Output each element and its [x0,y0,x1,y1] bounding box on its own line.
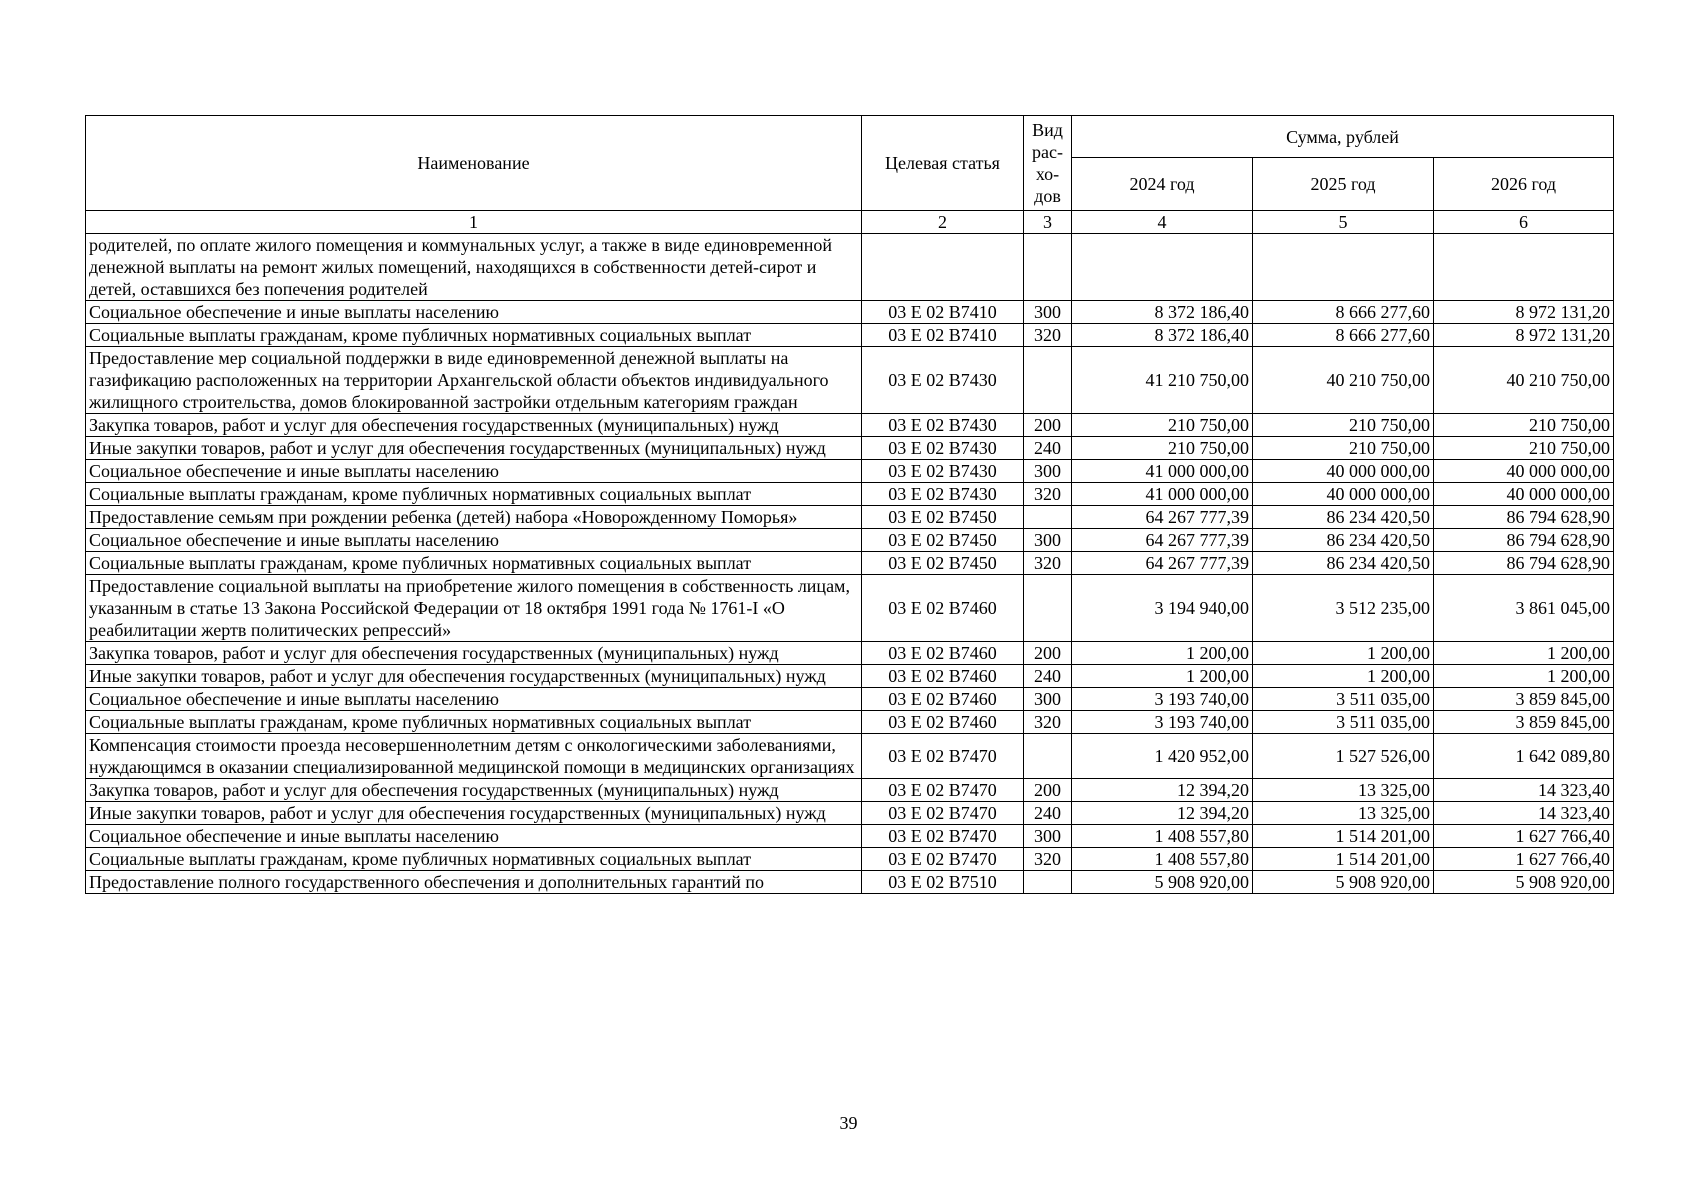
cell-expense-type [1024,871,1072,894]
cell-target-article: 03 Е 02 В7460 [862,665,1024,688]
cell-expense-type: 240 [1024,665,1072,688]
cell-name: Иные закупки товаров, работ и услуг для обеспечения государственных (муниципальных) нужд [86,665,862,688]
cell-amount-2025: 13 325,00 [1253,779,1434,802]
header-expense-type: Вид рас-хо-дов [1024,116,1072,211]
cell-expense-type: 300 [1024,825,1072,848]
cell-amount-2024: 41 000 000,00 [1072,460,1253,483]
cell-expense-type [1024,234,1072,301]
cell-name: Социальное обеспечение и иные выплаты населению [86,825,862,848]
table-row [86,506,1614,529]
cell-amount-2026: 3 859 845,00 [1434,711,1614,734]
table-row [86,529,1614,552]
cell-amount-2024: 8 372 186,40 [1072,324,1253,347]
table-row [86,483,1614,506]
cell-target-article: 03 Е 02 В7430 [862,460,1024,483]
cell-amount-2026: 210 750,00 [1434,437,1614,460]
cell-amount-2025: 3 511 035,00 [1253,711,1434,734]
table-body [86,234,1614,894]
cell-amount-2026: 3 859 845,00 [1434,688,1614,711]
cell-name: Предоставление семьям при рождении ребенка (детей) набора «Новорожденному Поморья» [86,506,862,529]
cell-expense-type: 300 [1024,688,1072,711]
table-row [86,460,1614,483]
cell-expense-type: 300 [1024,460,1072,483]
cell-amount-2024: 1 420 952,00 [1072,734,1253,779]
cell-target-article: 03 Е 02 В7430 [862,414,1024,437]
cell-target-article: 03 Е 02 В7410 [862,324,1024,347]
cell-name: Предоставление мер социальной поддержки в виде единовременной денежной выплаты на газификацию расположенных на территории Архангельской области объектов индивидуального жилищного строительства, домов блокированной застройки отдельным категориям граждан [86,347,862,414]
table-row [86,552,1614,575]
cell-amount-2024: 3 194 940,00 [1072,575,1253,642]
cell-amount-2024: 12 394,20 [1072,779,1253,802]
header-year-2025: 2025 год [1253,158,1434,211]
table-row [86,324,1614,347]
cell-name: родителей, по оплате жилого помещения и коммунальных услуг, а также в виде единовременной денежной выплаты на ремонт жилых помещений, находящихся в собственности детей-сирот и детей, оставшихся без попечения родителей [86,234,862,301]
cell-amount-2026: 1 200,00 [1434,642,1614,665]
cell-amount-2024: 41 210 750,00 [1072,347,1253,414]
column-number: 3 [1024,211,1072,234]
cell-amount-2024: 1 200,00 [1072,642,1253,665]
cell-expense-type [1024,347,1072,414]
cell-target-article: 03 Е 02 В7430 [862,347,1024,414]
cell-amount-2025: 40 210 750,00 [1253,347,1434,414]
cell-amount-2025: 1 200,00 [1253,665,1434,688]
table-row [86,802,1614,825]
table-row [86,848,1614,871]
cell-expense-type: 240 [1024,437,1072,460]
cell-target-article: 03 Е 02 В7450 [862,529,1024,552]
cell-amount-2024: 1 408 557,80 [1072,825,1253,848]
cell-amount-2025: 8 666 277,60 [1253,324,1434,347]
cell-target-article: 03 Е 02 В7450 [862,552,1024,575]
cell-amount-2025: 210 750,00 [1253,437,1434,460]
cell-name: Социальное обеспечение и иные выплаты населению [86,529,862,552]
header-year-2024: 2024 год [1072,158,1253,211]
table-row [86,665,1614,688]
cell-amount-2026: 14 323,40 [1434,779,1614,802]
cell-name: Иные закупки товаров, работ и услуг для обеспечения государственных (муниципальных) нужд [86,437,862,460]
cell-target-article: 03 Е 02 В7460 [862,711,1024,734]
table-row [86,825,1614,848]
cell-amount-2025: 210 750,00 [1253,414,1434,437]
cell-name: Социальное обеспечение и иные выплаты населению [86,460,862,483]
table-header [86,116,1614,234]
cell-amount-2025: 3 512 235,00 [1253,575,1434,642]
cell-name: Закупка товаров, работ и услуг для обеспечения государственных (муниципальных) нужд [86,779,862,802]
cell-name: Закупка товаров, работ и услуг для обеспечения государственных (муниципальных) нужд [86,642,862,665]
cell-expense-type: 200 [1024,642,1072,665]
cell-target-article: 03 Е 02 В7450 [862,506,1024,529]
cell-amount-2024: 41 000 000,00 [1072,483,1253,506]
cell-expense-type: 320 [1024,711,1072,734]
table-row [86,642,1614,665]
table-row [86,779,1614,802]
cell-amount-2026: 86 794 628,90 [1434,529,1614,552]
table-row [86,711,1614,734]
cell-name: Предоставление полного государственного обеспечения и дополнительных гарантий по [86,871,862,894]
cell-expense-type: 200 [1024,414,1072,437]
cell-amount-2025: 86 234 420,50 [1253,552,1434,575]
cell-name: Предоставление социальной выплаты на приобретение жилого помещения в собственность лицам, указанным в статье 13 Закона Российской Федерации от 18 октября 1991 года № 1761-I «О реабилитации жертв политических репрессий» [86,575,862,642]
cell-target-article: 03 Е 02 В7470 [862,825,1024,848]
cell-target-article: 03 Е 02 В7430 [862,437,1024,460]
budget-table [85,115,1614,894]
table-row [86,414,1614,437]
cell-amount-2026: 5 908 920,00 [1434,871,1614,894]
cell-amount-2026: 86 794 628,90 [1434,506,1614,529]
cell-target-article: 03 Е 02 В7430 [862,483,1024,506]
cell-amount-2026: 40 210 750,00 [1434,347,1614,414]
column-number-row [86,211,1614,234]
cell-amount-2024: 1 408 557,80 [1072,848,1253,871]
table-row [86,234,1614,301]
cell-expense-type: 320 [1024,324,1072,347]
cell-amount-2026: 8 972 131,20 [1434,301,1614,324]
cell-name: Компенсация стоимости проезда несовершеннолетним детям с онкологическими заболеваниями, нуждающимся в оказании специализированной медицинской помощи в медицинских организациях [86,734,862,779]
cell-name: Социальные выплаты гражданам, кроме публичных нормативных социальных выплат [86,711,862,734]
cell-name: Социальные выплаты гражданам, кроме публичных нормативных социальных выплат [86,848,862,871]
cell-amount-2024: 12 394,20 [1072,802,1253,825]
cell-amount-2024: 3 193 740,00 [1072,688,1253,711]
header-name: Наименование [86,116,862,211]
cell-amount-2026: 40 000 000,00 [1434,460,1614,483]
cell-amount-2026 [1434,234,1614,301]
header-sum: Сумма, рублей [1072,116,1614,158]
cell-target-article [862,234,1024,301]
cell-amount-2024 [1072,234,1253,301]
cell-target-article: 03 Е 02 В7470 [862,848,1024,871]
cell-amount-2024: 64 267 777,39 [1072,552,1253,575]
cell-target-article: 03 Е 02 В7460 [862,688,1024,711]
cell-amount-2025: 86 234 420,50 [1253,506,1434,529]
header-target-article: Целевая статья [862,116,1024,211]
cell-amount-2026: 40 000 000,00 [1434,483,1614,506]
cell-amount-2025 [1253,234,1434,301]
cell-expense-type: 320 [1024,483,1072,506]
cell-target-article: 03 Е 02 В7460 [862,575,1024,642]
cell-amount-2025: 40 000 000,00 [1253,460,1434,483]
cell-name: Социальное обеспечение и иные выплаты населению [86,301,862,324]
cell-expense-type: 240 [1024,802,1072,825]
cell-amount-2026: 14 323,40 [1434,802,1614,825]
cell-amount-2026: 86 794 628,90 [1434,552,1614,575]
cell-target-article: 03 Е 02 В7510 [862,871,1024,894]
cell-name: Социальные выплаты гражданам, кроме публичных нормативных социальных выплат [86,483,862,506]
cell-amount-2026: 1 200,00 [1434,665,1614,688]
cell-name: Социальные выплаты гражданам, кроме публичных нормативных социальных выплат [86,324,862,347]
cell-amount-2026: 210 750,00 [1434,414,1614,437]
column-number: 1 [86,211,862,234]
cell-expense-type: 320 [1024,552,1072,575]
cell-amount-2024: 64 267 777,39 [1072,506,1253,529]
page-number: 39 [839,1113,858,1133]
table-row [86,301,1614,324]
cell-target-article: 03 Е 02 В7470 [862,802,1024,825]
cell-amount-2026: 3 861 045,00 [1434,575,1614,642]
cell-amount-2026: 1 627 766,40 [1434,848,1614,871]
cell-target-article: 03 Е 02 В7460 [862,642,1024,665]
cell-expense-type [1024,506,1072,529]
cell-amount-2025: 8 666 277,60 [1253,301,1434,324]
cell-name: Социальное обеспечение и иные выплаты населению [86,688,862,711]
cell-amount-2025: 86 234 420,50 [1253,529,1434,552]
cell-expense-type [1024,734,1072,779]
cell-amount-2025: 5 908 920,00 [1253,871,1434,894]
cell-amount-2025: 40 000 000,00 [1253,483,1434,506]
cell-amount-2024: 210 750,00 [1072,414,1253,437]
table-row [86,871,1614,894]
cell-name: Социальные выплаты гражданам, кроме публичных нормативных социальных выплат [86,552,862,575]
table-row [86,437,1614,460]
cell-amount-2026: 1 627 766,40 [1434,825,1614,848]
cell-amount-2024: 1 200,00 [1072,665,1253,688]
cell-expense-type: 300 [1024,529,1072,552]
cell-amount-2025: 13 325,00 [1253,802,1434,825]
cell-amount-2025: 1 527 526,00 [1253,734,1434,779]
cell-expense-type: 320 [1024,848,1072,871]
cell-amount-2025: 3 511 035,00 [1253,688,1434,711]
cell-amount-2025: 1 200,00 [1253,642,1434,665]
table-row [86,575,1614,642]
cell-name: Закупка товаров, работ и услуг для обеспечения государственных (муниципальных) нужд [86,414,862,437]
header-year-2026: 2026 год [1434,158,1614,211]
table-row [86,347,1614,414]
cell-target-article: 03 Е 02 В7470 [862,734,1024,779]
cell-amount-2025: 1 514 201,00 [1253,825,1434,848]
column-number: 5 [1253,211,1434,234]
cell-expense-type: 300 [1024,301,1072,324]
table-row [86,688,1614,711]
column-number: 4 [1072,211,1253,234]
cell-amount-2024: 64 267 777,39 [1072,529,1253,552]
cell-amount-2026: 8 972 131,20 [1434,324,1614,347]
cell-expense-type [1024,575,1072,642]
cell-amount-2025: 1 514 201,00 [1253,848,1434,871]
cell-name: Иные закупки товаров, работ и услуг для обеспечения государственных (муниципальных) нужд [86,802,862,825]
table-row [86,734,1614,779]
cell-amount-2024: 210 750,00 [1072,437,1253,460]
column-number: 6 [1434,211,1614,234]
cell-amount-2024: 8 372 186,40 [1072,301,1253,324]
cell-amount-2024: 3 193 740,00 [1072,711,1253,734]
column-number: 2 [862,211,1024,234]
cell-amount-2026: 1 642 089,80 [1434,734,1614,779]
cell-target-article: 03 Е 02 В7410 [862,301,1024,324]
cell-amount-2024: 5 908 920,00 [1072,871,1253,894]
cell-expense-type: 200 [1024,779,1072,802]
cell-target-article: 03 Е 02 В7470 [862,779,1024,802]
